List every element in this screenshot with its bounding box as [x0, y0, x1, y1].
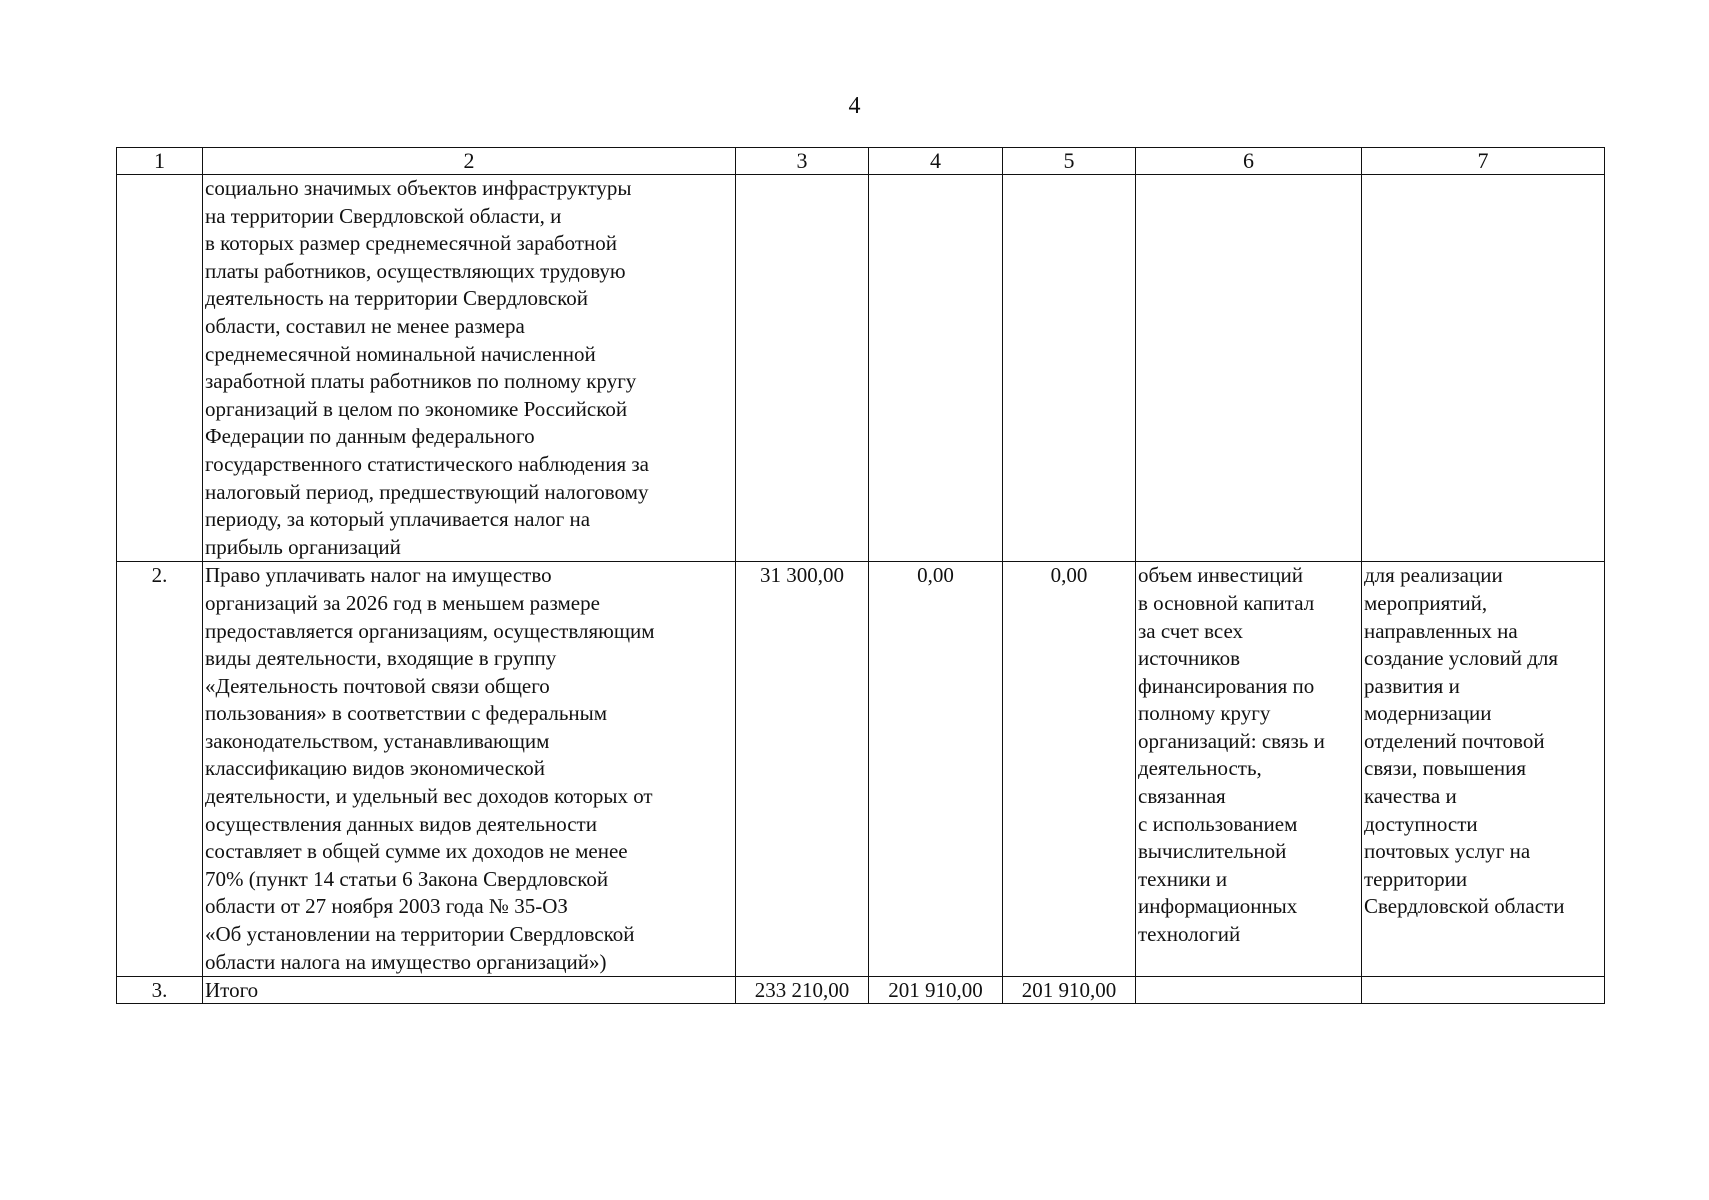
- text-line: почтовых услуг на: [1364, 839, 1531, 864]
- text-line: развития и: [1364, 673, 1460, 698]
- text-line: «Деятельность почтовой связи общего: [205, 673, 550, 698]
- text-line: территории: [1364, 866, 1468, 891]
- row-3-col-6: [1136, 977, 1362, 1004]
- row-2-col-3-value: 31 300,00: [736, 562, 869, 977]
- header-row: [117, 148, 1605, 175]
- header-col-1: 1: [117, 148, 203, 175]
- row-continued-col-5: [1003, 175, 1136, 562]
- text-line: периоду, за который уплачивается налог на: [205, 507, 591, 532]
- text-line: качества и: [1364, 784, 1457, 809]
- row-3-col-3-value: 233 210,00: [736, 977, 869, 1004]
- header-col-5: 5: [1003, 148, 1136, 175]
- text-line: области налога на имущество организаций»): [205, 949, 607, 974]
- text-line: мероприятий,: [1364, 590, 1488, 615]
- row-3-col-7: [1362, 977, 1605, 1004]
- header-col-7: 7: [1362, 148, 1605, 175]
- row-2-num: 2.: [117, 562, 203, 977]
- row-continued-col-3: [736, 175, 869, 562]
- text-line: Право уплачивать налог на имущество: [205, 563, 552, 588]
- text-line: деятельность,: [1138, 756, 1262, 781]
- text-line: деятельности, и удельный вес доходов которых от: [205, 784, 653, 809]
- row-continued-col-6: [1136, 175, 1362, 562]
- row-2-col-4-value: 0,00: [869, 562, 1003, 977]
- text-line: составляет в общей сумме их доходов не менее: [205, 839, 628, 864]
- header-col-4: 4: [869, 148, 1003, 175]
- text-line: техники и: [1138, 866, 1228, 891]
- text-line: с использованием: [1138, 811, 1298, 836]
- text-line: платы работников, осуществляющих трудовую: [205, 258, 626, 283]
- row-continued-col-7: [1362, 175, 1605, 562]
- text-line: доступности: [1364, 811, 1478, 836]
- text-line: Федерации по данным федерального: [205, 424, 535, 449]
- text-line: пользования» в соответствии с федеральным: [205, 701, 608, 726]
- table-row-2: [117, 562, 1605, 977]
- table-row-total: [117, 977, 1605, 1004]
- text-line: «Об установлении на территории Свердловской: [205, 922, 635, 947]
- text-line: связанная: [1138, 784, 1226, 809]
- text-line: финансирования по: [1138, 673, 1315, 698]
- header-col-6: 6: [1136, 148, 1362, 175]
- row-2-purpose: [1362, 562, 1605, 977]
- text-line: законодательством, устанавливающим: [205, 728, 550, 753]
- text-line: в основной капитал: [1138, 590, 1315, 615]
- page-number: 4: [848, 93, 861, 119]
- text-line: для реализации: [1364, 563, 1503, 588]
- row-3-col-5-value: 201 910,00: [1003, 977, 1136, 1004]
- text-line: на территории Свердловской области, и: [205, 203, 562, 228]
- text-line: отделений почтовой: [1364, 728, 1545, 753]
- row-continued-description: [203, 175, 736, 562]
- text-line: 70% (пункт 14 статьи 6 Закона Свердловской: [205, 866, 609, 891]
- text-line: Свердловской области: [1364, 894, 1565, 919]
- text-line: источников: [1138, 646, 1241, 671]
- text-line: объем инвестиций: [1138, 563, 1303, 588]
- text-line: технологий: [1138, 922, 1241, 947]
- text-line: в которых размер среднемесячной заработной: [205, 231, 617, 256]
- text-line: связи, повышения: [1364, 756, 1527, 781]
- text-line: направленных на: [1364, 618, 1518, 643]
- row-continued-col-4: [869, 175, 1003, 562]
- text-line: среднемесячной номинальной начисленной: [205, 341, 596, 366]
- row-continued-num: [117, 175, 203, 562]
- row-3-num: 3.: [117, 977, 203, 1004]
- text-line: деятельность на территории Свердловской: [205, 286, 588, 311]
- text-line: виды деятельности, входящие в группу: [205, 646, 557, 671]
- text-line: полному кругу: [1138, 701, 1271, 726]
- text-line: области, составил не менее размера: [205, 313, 525, 338]
- header-col-2: 2: [203, 148, 736, 175]
- row-3-label: Итого: [203, 977, 736, 1004]
- row-2-indicator: [1136, 562, 1362, 977]
- text-line: государственного статистического наблюдения за: [205, 451, 649, 476]
- text-line: модернизации: [1364, 701, 1492, 726]
- text-line: классификацию видов экономической: [205, 756, 545, 781]
- table-row-continued: [117, 175, 1605, 562]
- text-line: прибыль организаций: [205, 534, 401, 559]
- text-line: области от 27 ноября 2003 года № 35-ОЗ: [205, 894, 568, 919]
- row-2-col-5-value: 0,00: [1003, 562, 1136, 977]
- text-line: социально значимых объектов инфраструктуры: [205, 176, 632, 200]
- text-line: организаций в целом по экономике Российской: [205, 396, 628, 421]
- text-line: за счет всех: [1138, 618, 1243, 643]
- text-line: создание условий для: [1364, 646, 1559, 671]
- text-line: предоставляется организациям, осуществляющим: [205, 618, 655, 643]
- text-line: вычислительной: [1138, 839, 1287, 864]
- text-line: осуществления данных видов деятельности: [205, 811, 597, 836]
- text-line: организаций: связь и: [1138, 728, 1325, 753]
- text-line: информационных: [1138, 894, 1298, 919]
- row-2-description: [203, 562, 736, 977]
- header-col-3: 3: [736, 148, 869, 175]
- row-3-col-4-value: 201 910,00: [869, 977, 1003, 1004]
- text-line: заработной платы работников по полному кругу: [205, 369, 637, 394]
- text-line: организаций за 2026 год в меньшем размере: [205, 590, 600, 615]
- text-line: налоговый период, предшествующий налоговому: [205, 479, 649, 504]
- tax-benefit-table: [116, 147, 1605, 1004]
